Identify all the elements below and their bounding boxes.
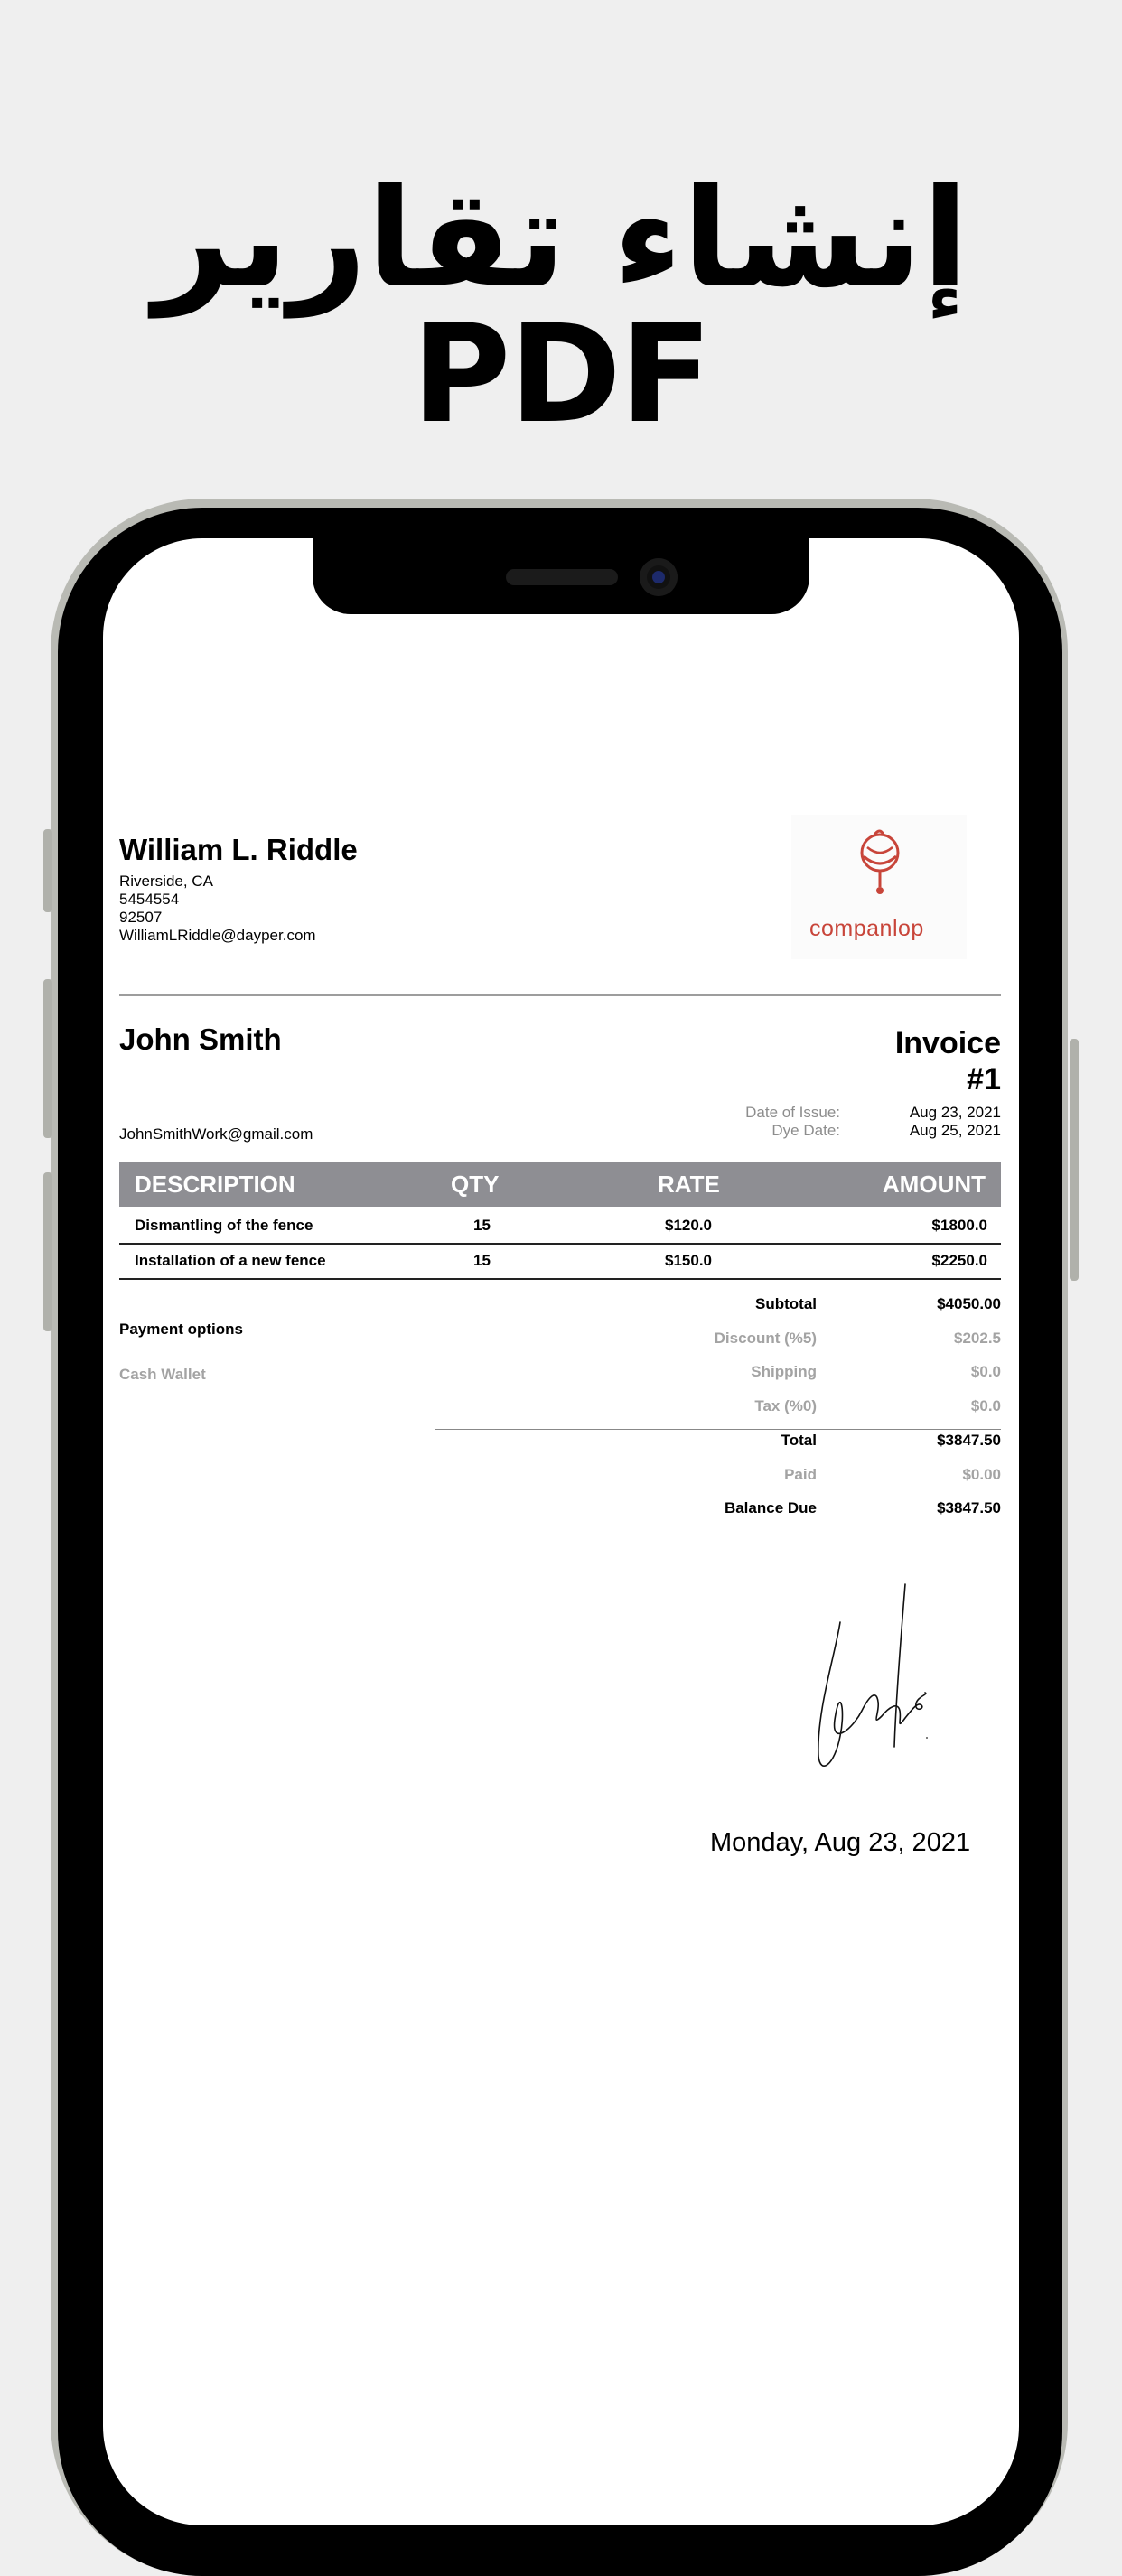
speaker-grille	[506, 569, 618, 585]
row-amount: $2250.0	[931, 1252, 987, 1269]
due-date-value: Aug 25, 2021	[909, 1122, 1001, 1139]
tax-value: $0.0	[970, 1397, 1001, 1414]
row-amount: $1800.0	[931, 1217, 987, 1234]
balance-due-value: $3847.50	[937, 1499, 1001, 1517]
paid-label: Paid	[784, 1466, 817, 1483]
issue-date-value: Aug 23, 2021	[909, 1104, 1001, 1121]
phone-volume-up	[43, 979, 52, 1138]
signature	[799, 1575, 961, 1776]
table-header	[119, 1162, 1001, 1207]
sender-zip: 92507	[119, 909, 163, 926]
row-divider	[119, 1243, 1001, 1245]
row-rate: $120.0	[665, 1217, 712, 1234]
row-divider	[119, 1278, 1001, 1280]
column-header-rate: RATE	[658, 1171, 720, 1198]
subtotal-value: $4050.00	[937, 1295, 1001, 1312]
subtotal-label: Subtotal	[755, 1295, 817, 1312]
invoice-number: #1	[967, 1062, 1001, 1097]
row-qty: 15	[473, 1252, 491, 1269]
summary-divider	[435, 1429, 1001, 1430]
client-name: John Smith	[119, 1022, 282, 1056]
invoice-title: Invoice	[894, 1026, 1001, 1060]
balance-due-label: Balance Due	[724, 1499, 817, 1517]
discount-value: $202.5	[954, 1330, 1001, 1347]
company-logo-text: companlop	[809, 916, 924, 941]
phone-screen	[103, 538, 1019, 2525]
issue-date-label: Date of Issue:	[745, 1104, 840, 1121]
shipping-label: Shipping	[751, 1363, 817, 1380]
column-header-amount: AMOUNT	[882, 1171, 986, 1198]
headline: إنشاء تقارير PDF	[153, 161, 969, 453]
invoice-document	[103, 538, 1019, 2525]
tax-label: Tax (%0)	[754, 1397, 817, 1414]
signature-date: Monday, Aug 23, 2021	[710, 1828, 971, 1857]
sender-phone: 5454554	[119, 891, 180, 908]
total-label: Total	[781, 1432, 817, 1449]
phone-volume-down	[43, 1172, 52, 1331]
client-email: JohnSmithWork@gmail.com	[119, 1125, 313, 1143]
row-rate: $150.0	[665, 1252, 712, 1269]
row-qty: 15	[473, 1217, 491, 1234]
paid-value: $0.00	[962, 1466, 1001, 1483]
column-header-qty: QTY	[451, 1171, 500, 1198]
payment-options-title: Payment options	[119, 1321, 243, 1338]
phone-silent-switch	[43, 829, 52, 912]
phone-power-button	[1070, 1039, 1079, 1281]
discount-label: Discount (%5)	[714, 1330, 817, 1347]
header-divider	[119, 994, 1001, 996]
payment-method: Cash Wallet	[119, 1366, 206, 1383]
due-date-label: Dye Date:	[771, 1122, 840, 1139]
sender-name: William L. Riddle	[119, 833, 358, 866]
shipping-value: $0.0	[970, 1363, 1001, 1380]
camera-lens	[652, 571, 665, 583]
row-description: Installation of a new fence	[135, 1252, 326, 1269]
column-header-description: DESCRIPTION	[135, 1171, 295, 1198]
ice-cream-icon	[791, 815, 967, 914]
row-description: Dismantling of the fence	[135, 1217, 313, 1234]
sender-city: Riverside, CA	[119, 873, 213, 890]
sender-email: WilliamLRiddle@dayper.com	[119, 927, 316, 944]
total-value: $3847.50	[937, 1432, 1001, 1449]
